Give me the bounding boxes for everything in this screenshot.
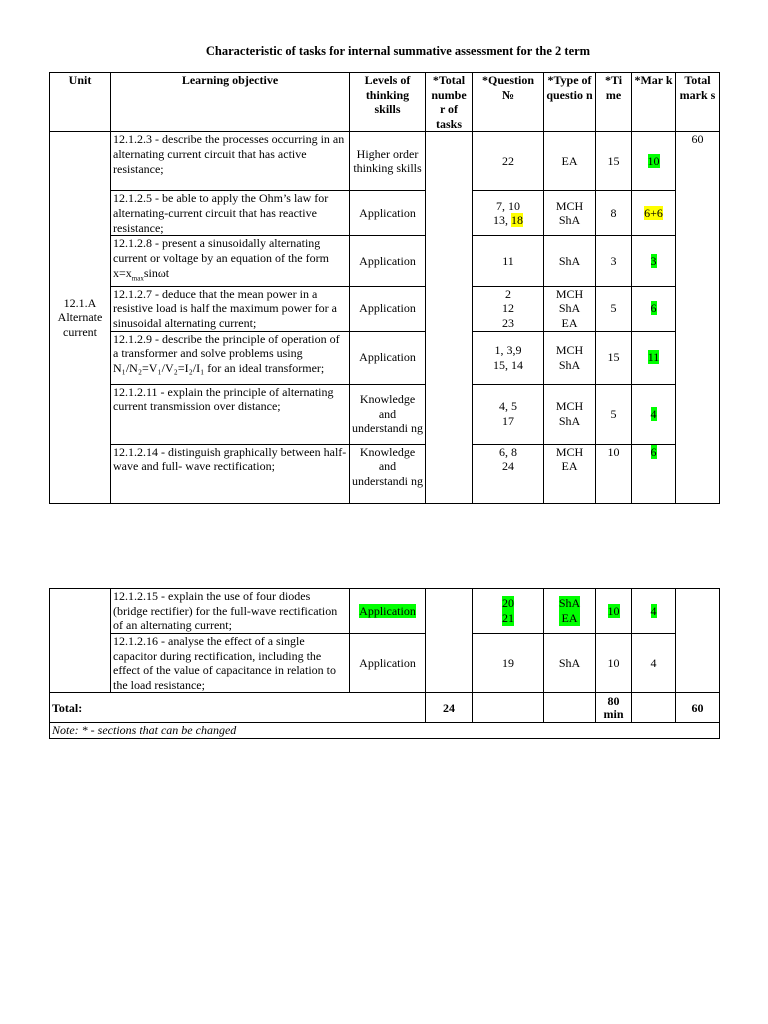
time-cell (596, 589, 632, 634)
total-empty-cell (473, 693, 544, 723)
type-cell: MCH ShA (544, 331, 596, 384)
total-tasks: 24 (426, 693, 473, 723)
level-cell: Application (350, 634, 426, 693)
objective-cell: 12.1.2.15 - explain the use of four diodes (bridge rectifier) for the full-wave rectification of an alternating current; (111, 589, 350, 634)
question-cell (473, 191, 544, 236)
total-time: 80 min (596, 693, 632, 723)
question-cell: 2 12 23 (473, 286, 544, 331)
objective-cell: 12.1.2.7 - deduce that the mean power in a resistive load is half the maximum power for a sinusoidal alternating current; (111, 286, 350, 331)
time-cell: 3 (596, 236, 632, 286)
table-row (50, 589, 720, 634)
objective-text: for an ideal transformer; (204, 360, 325, 375)
mark-highlight: 4 (650, 603, 657, 618)
table-row (50, 286, 720, 331)
question-cell: 4, 5 17 (473, 384, 544, 444)
header-mark: *Mar k (632, 73, 676, 132)
mark-highlight: 10 (647, 154, 660, 169)
type-cell: MCH ShA (544, 384, 596, 444)
unit-cell (50, 589, 111, 693)
mark-cell (632, 331, 676, 384)
objective-cell: 12.1.2.11 - explain the principle of alternating current transmission over distance; (111, 384, 350, 444)
mark-highlight: 6+6 (644, 206, 663, 221)
type-cell: ShA (544, 236, 596, 286)
mark-highlight: 11 (647, 350, 660, 365)
mark-cell (632, 444, 676, 503)
time-cell: 5 (596, 384, 632, 444)
objective-text: 12.1.2.8 - present a sinusoidally alternating current or voltage by an equation of the form x=x (113, 236, 329, 280)
question-cell (473, 589, 544, 634)
objective-text: 12.1.2.9 - describe the principle of operation of a transformer and solve problems using (113, 331, 340, 361)
total-empty-cell (632, 693, 676, 723)
mark-highlight: 3 (650, 253, 657, 268)
header-time: *Ti me (596, 73, 632, 132)
type-cell (544, 589, 596, 634)
total-empty-cell (544, 693, 596, 723)
time-cell: 15 (596, 331, 632, 384)
total-marks-cell (676, 589, 720, 693)
header-question: *Question № (473, 73, 544, 132)
time-cell: 10 (596, 444, 632, 503)
total-row (50, 693, 720, 723)
transformer-formula: N₁/N₂=V₁/V₂=I₂/I₁ (113, 360, 205, 375)
assessment-table-continued (49, 588, 720, 739)
objective-cell: 12.1.2.14 - distinguish graphically between half-wave and full- wave rectification; (111, 444, 350, 503)
type-highlight: ShA EA (558, 596, 581, 625)
total-marks-cell: 60 (676, 132, 720, 503)
mark-highlight: 4 (650, 406, 657, 421)
question-cell: 22 (473, 132, 544, 191)
time-highlight: 10 (607, 603, 620, 618)
table-row (50, 384, 720, 444)
header-type: *Type of questio n (544, 73, 596, 132)
unit-cell: 12.1.A Alternate current (50, 132, 111, 503)
objective-cell (111, 236, 350, 286)
mark-cell (632, 384, 676, 444)
table-row (50, 634, 720, 693)
header-unit: Unit (50, 73, 111, 132)
question-cell: 11 (473, 236, 544, 286)
mark-cell (632, 286, 676, 331)
question-line: 7, 10 (496, 198, 520, 213)
note-text: Note: * - sections that can be changed (50, 723, 720, 739)
level-highlight: Application (359, 603, 416, 618)
type-cell: MCH ShA EA (544, 286, 596, 331)
question-cell: 1, 3,9 15, 14 (473, 331, 544, 384)
objective-text: sinωt (143, 265, 170, 280)
time-cell: 15 (596, 132, 632, 191)
table-row (50, 444, 720, 503)
time-cell: 8 (596, 191, 632, 236)
header-objective: Learning objective (111, 73, 350, 132)
table-row (50, 191, 720, 236)
objective-subscript: max (131, 273, 144, 282)
level-cell: Application (350, 286, 426, 331)
level-cell: Knowledge and understandi ng (350, 444, 426, 503)
header-levels: Levels of thinking skills (350, 73, 426, 132)
time-cell: 5 (596, 286, 632, 331)
header-row (50, 73, 720, 132)
total-marks: 60 (676, 693, 720, 723)
level-cell: Application (350, 191, 426, 236)
objective-cell (111, 331, 350, 384)
mark-cell (632, 191, 676, 236)
assessment-table (49, 72, 720, 504)
total-label: Total: (50, 693, 426, 723)
question-cell: 19 (473, 634, 544, 693)
question-highlight: 20 21 (502, 596, 514, 625)
mark-cell (632, 132, 676, 191)
table-row (50, 236, 720, 286)
objective-cell: 12.1.2.16 - analyse the effect of a single capacitor during rectification, including the effect of the value of capacitance in relation to the load resistance; (111, 634, 350, 693)
mark-highlight: 6 (650, 444, 657, 459)
type-cell: ShA (544, 634, 596, 693)
mark-cell (632, 589, 676, 634)
question-highlight: 18 (511, 213, 523, 228)
type-cell: MCH ShA (544, 191, 596, 236)
note-row (50, 723, 720, 739)
question-cell: 6, 8 24 (473, 444, 544, 503)
mark-cell (632, 236, 676, 286)
level-cell: Application (350, 331, 426, 384)
total-tasks-cell (426, 589, 473, 693)
header-total-marks: Total mark s (676, 73, 720, 132)
mark-highlight: 6 (650, 301, 657, 316)
level-cell: Application (350, 236, 426, 286)
type-cell: EA (544, 132, 596, 191)
table-row (50, 331, 720, 384)
table-row (50, 132, 720, 191)
type-cell: MCH EA (544, 444, 596, 503)
question-line: 13, (493, 213, 508, 228)
objective-cell: 12.1.2.3 - describe the processes occurring in an alternating current circuit that has active resistance; (111, 132, 350, 191)
level-cell (350, 589, 426, 634)
objective-cell: 12.1.2.5 - be able to apply the Ohm’s law for alternating-current circuit that has reactive resistance; (111, 191, 350, 236)
level-cell: Knowledge and understandi ng (350, 384, 426, 444)
time-cell: 10 (596, 634, 632, 693)
level-cell: Higher order thinking skills (350, 132, 426, 191)
page-title: Characteristic of tasks for internal summative assessment for the 2 term (205, 44, 591, 58)
header-total-tasks: *Total numbe r of tasks (426, 73, 473, 132)
mark-cell: 4 (632, 634, 676, 693)
total-tasks-cell (426, 132, 473, 503)
